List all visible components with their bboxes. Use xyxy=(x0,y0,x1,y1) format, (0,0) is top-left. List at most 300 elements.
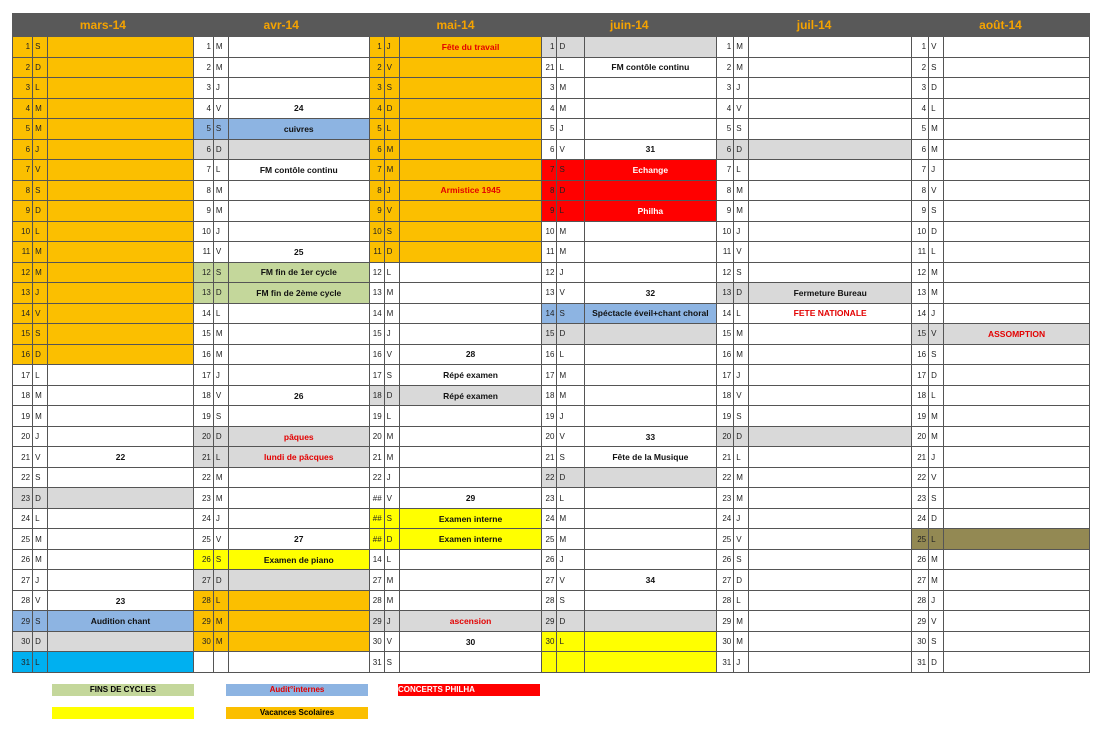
event-cell xyxy=(584,78,717,99)
event-cell xyxy=(399,139,542,160)
event-cell xyxy=(944,180,1090,201)
event-cell xyxy=(48,652,194,673)
legend-item xyxy=(52,707,194,719)
event-cell xyxy=(399,201,542,222)
day-number: 27 xyxy=(369,570,384,591)
event-cell xyxy=(48,180,194,201)
day-number: 2 xyxy=(369,57,384,78)
day-number: 10 xyxy=(13,221,33,242)
weekday: M xyxy=(557,98,584,119)
day-row xyxy=(13,37,1090,58)
day-row xyxy=(13,508,1090,529)
day-number: 25 xyxy=(717,529,734,550)
day-number: 6 xyxy=(542,139,557,160)
weekday: S xyxy=(33,467,48,488)
event-cell xyxy=(48,570,194,591)
event-cell xyxy=(749,78,912,99)
event-cell xyxy=(749,406,912,427)
weekday: M xyxy=(557,365,584,386)
weekday: M xyxy=(33,242,48,263)
event-cell: 22 xyxy=(48,447,194,468)
day-number: 9 xyxy=(912,201,929,222)
day-number: 20 xyxy=(13,426,33,447)
day-number: 26 xyxy=(13,549,33,570)
event-cell xyxy=(48,139,194,160)
event-cell xyxy=(584,37,717,58)
event-cell xyxy=(749,57,912,78)
day-number: 6 xyxy=(13,139,33,160)
event-cell xyxy=(399,447,542,468)
weekday: V xyxy=(734,529,749,550)
event-cell xyxy=(228,221,369,242)
day-number: 27 xyxy=(13,570,33,591)
day-row xyxy=(13,180,1090,201)
day-number: 15 xyxy=(912,324,929,345)
event-cell xyxy=(48,119,194,140)
day-number: 9 xyxy=(193,201,213,222)
legend-item: Vacances Scolaires xyxy=(226,707,368,719)
event-cell: Fête de la Musique xyxy=(584,447,717,468)
day-number: 7 xyxy=(912,160,929,181)
event-cell xyxy=(399,98,542,119)
event-cell xyxy=(584,508,717,529)
event-cell xyxy=(228,303,369,324)
day-number: 8 xyxy=(912,180,929,201)
day-number: 12 xyxy=(193,262,213,283)
day-number: 29 xyxy=(193,611,213,632)
day-number: 13 xyxy=(912,283,929,304)
event-cell xyxy=(749,570,912,591)
day-number: 4 xyxy=(717,98,734,119)
day-number: 15 xyxy=(717,324,734,345)
day-number: 18 xyxy=(717,385,734,406)
event-cell xyxy=(399,262,542,283)
weekday: V xyxy=(213,242,228,263)
month-header-1: avr-14 xyxy=(193,14,369,37)
day-number: 11 xyxy=(717,242,734,263)
day-number: 13 xyxy=(13,283,33,304)
weekday: D xyxy=(929,78,944,99)
event-cell: Armistice 1945 xyxy=(399,180,542,201)
weekday: D xyxy=(734,139,749,160)
day-row xyxy=(13,344,1090,365)
day-number: 16 xyxy=(542,344,557,365)
event-cell xyxy=(228,324,369,345)
weekday: M xyxy=(213,344,228,365)
weekday: J xyxy=(734,78,749,99)
day-row xyxy=(13,201,1090,222)
weekday: V xyxy=(384,344,399,365)
event-cell xyxy=(228,37,369,58)
day-number: 1 xyxy=(193,37,213,58)
event-cell xyxy=(399,652,542,673)
day-number: 18 xyxy=(542,385,557,406)
event-cell xyxy=(399,119,542,140)
event-cell xyxy=(944,139,1090,160)
day-number xyxy=(542,652,557,673)
weekday: S xyxy=(929,488,944,509)
day-number: 20 xyxy=(369,426,384,447)
weekday: J xyxy=(384,180,399,201)
weekday: J xyxy=(33,426,48,447)
event-cell xyxy=(944,303,1090,324)
weekday: S xyxy=(929,631,944,652)
weekday: V xyxy=(384,488,399,509)
weekday: M xyxy=(384,447,399,468)
event-cell xyxy=(944,652,1090,673)
weekday: D xyxy=(929,221,944,242)
event-cell xyxy=(749,508,912,529)
weekday: L xyxy=(213,160,228,181)
event-cell xyxy=(944,529,1090,550)
event-cell: 24 xyxy=(228,98,369,119)
day-number: 22 xyxy=(369,467,384,488)
weekday: J xyxy=(734,652,749,673)
weekday: L xyxy=(557,201,584,222)
day-number: 27 xyxy=(912,570,929,591)
day-number: 17 xyxy=(542,365,557,386)
event-cell xyxy=(944,631,1090,652)
event-cell xyxy=(944,365,1090,386)
weekday: L xyxy=(557,57,584,78)
event-cell: 29 xyxy=(399,488,542,509)
day-number: 13 xyxy=(717,283,734,304)
event-cell xyxy=(228,201,369,222)
day-number: 30 xyxy=(542,631,557,652)
day-number: 14 xyxy=(542,303,557,324)
day-row xyxy=(13,611,1090,632)
event-cell: Répé examen xyxy=(399,365,542,386)
event-cell: Audition chant xyxy=(48,611,194,632)
event-cell xyxy=(749,447,912,468)
weekday: J xyxy=(213,508,228,529)
day-number: 27 xyxy=(717,570,734,591)
day-number: 8 xyxy=(717,180,734,201)
weekday: J xyxy=(384,37,399,58)
weekday: M xyxy=(384,426,399,447)
weekday: J xyxy=(33,139,48,160)
weekday: V xyxy=(33,160,48,181)
event-cell xyxy=(48,201,194,222)
day-row xyxy=(13,78,1090,99)
event-cell xyxy=(584,365,717,386)
day-number: 18 xyxy=(13,385,33,406)
weekday: L xyxy=(33,221,48,242)
weekday: J xyxy=(384,611,399,632)
weekday: L xyxy=(33,652,48,673)
day-number xyxy=(193,652,213,673)
event-cell xyxy=(944,160,1090,181)
weekday: S xyxy=(33,324,48,345)
event-cell xyxy=(399,283,542,304)
weekday: L xyxy=(213,590,228,611)
event-cell xyxy=(749,549,912,570)
weekday: L xyxy=(384,119,399,140)
day-number: 27 xyxy=(542,570,557,591)
event-cell xyxy=(749,344,912,365)
day-number: 16 xyxy=(912,344,929,365)
weekday: V xyxy=(557,570,584,591)
weekday xyxy=(213,652,228,673)
weekday: M xyxy=(557,242,584,263)
day-number: 4 xyxy=(542,98,557,119)
event-cell xyxy=(584,324,717,345)
event-cell xyxy=(48,283,194,304)
weekday: M xyxy=(929,406,944,427)
event-cell xyxy=(48,549,194,570)
day-number: 7 xyxy=(542,160,557,181)
weekday: M xyxy=(734,631,749,652)
day-row xyxy=(13,467,1090,488)
event-cell xyxy=(399,303,542,324)
day-number: 24 xyxy=(912,508,929,529)
day-number: 1 xyxy=(13,37,33,58)
weekday: M xyxy=(557,508,584,529)
event-cell xyxy=(944,262,1090,283)
day-number: 30 xyxy=(369,631,384,652)
day-number: 20 xyxy=(193,426,213,447)
day-number: 14 xyxy=(912,303,929,324)
event-cell xyxy=(399,160,542,181)
weekday: L xyxy=(929,529,944,550)
weekday: V xyxy=(929,611,944,632)
day-number: 9 xyxy=(13,201,33,222)
weekday: V xyxy=(33,303,48,324)
event-cell: 32 xyxy=(584,283,717,304)
day-number: 10 xyxy=(193,221,213,242)
event-cell: 30 xyxy=(399,631,542,652)
weekday: L xyxy=(33,508,48,529)
day-number: 26 xyxy=(912,549,929,570)
event-cell xyxy=(944,385,1090,406)
event-cell xyxy=(749,98,912,119)
weekday: M xyxy=(929,119,944,140)
weekday: V xyxy=(734,242,749,263)
day-number: 15 xyxy=(13,324,33,345)
day-number: 2 xyxy=(912,57,929,78)
event-cell xyxy=(48,385,194,406)
weekday: M xyxy=(734,57,749,78)
event-cell xyxy=(944,611,1090,632)
weekday: M xyxy=(929,426,944,447)
month-header-row xyxy=(13,14,1090,37)
weekday: S xyxy=(557,590,584,611)
event-cell xyxy=(228,611,369,632)
day-number: 8 xyxy=(542,180,557,201)
day-row xyxy=(13,426,1090,447)
day-number: 4 xyxy=(369,98,384,119)
event-cell xyxy=(749,37,912,58)
day-number: 19 xyxy=(193,406,213,427)
day-number: 12 xyxy=(13,262,33,283)
day-number: 20 xyxy=(912,426,929,447)
weekday: M xyxy=(33,549,48,570)
weekday: J xyxy=(557,549,584,570)
day-number: 31 xyxy=(912,652,929,673)
day-number: 5 xyxy=(542,119,557,140)
weekday: J xyxy=(929,447,944,468)
weekday: S xyxy=(33,37,48,58)
weekday: M xyxy=(213,611,228,632)
day-number: 3 xyxy=(542,78,557,99)
weekday: J xyxy=(213,365,228,386)
weekday: L xyxy=(213,303,228,324)
day-number: 17 xyxy=(912,365,929,386)
event-cell xyxy=(48,529,194,550)
weekday: V xyxy=(929,324,944,345)
day-number: 21 xyxy=(369,447,384,468)
day-number: 15 xyxy=(542,324,557,345)
weekday: S xyxy=(734,119,749,140)
day-number: 29 xyxy=(542,611,557,632)
weekday: M xyxy=(557,78,584,99)
weekday: L xyxy=(384,262,399,283)
event-cell xyxy=(749,652,912,673)
day-number: 1 xyxy=(369,37,384,58)
event-cell xyxy=(944,119,1090,140)
event-cell xyxy=(399,549,542,570)
weekday: D xyxy=(557,324,584,345)
weekday: D xyxy=(33,57,48,78)
day-number: 16 xyxy=(717,344,734,365)
day-row xyxy=(13,549,1090,570)
event-cell: 33 xyxy=(584,426,717,447)
event-cell: 28 xyxy=(399,344,542,365)
event-cell xyxy=(749,385,912,406)
event-cell: ascension xyxy=(399,611,542,632)
day-number: 3 xyxy=(912,78,929,99)
weekday: M xyxy=(213,201,228,222)
weekday: L xyxy=(213,447,228,468)
weekday: D xyxy=(33,344,48,365)
event-cell xyxy=(584,652,717,673)
weekday: V xyxy=(929,37,944,58)
day-number: 7 xyxy=(193,160,213,181)
event-cell xyxy=(48,78,194,99)
day-number: 28 xyxy=(542,590,557,611)
event-cell: FM contôle continu xyxy=(584,57,717,78)
day-number: 28 xyxy=(912,590,929,611)
weekday: D xyxy=(557,611,584,632)
event-cell xyxy=(584,98,717,119)
event-cell xyxy=(399,467,542,488)
event-cell xyxy=(944,488,1090,509)
event-cell xyxy=(399,570,542,591)
day-number: 1 xyxy=(542,37,557,58)
event-cell: Fermeture Bureau xyxy=(749,283,912,304)
event-cell xyxy=(749,119,912,140)
weekday: L xyxy=(734,447,749,468)
day-number: 10 xyxy=(912,221,929,242)
weekday: M xyxy=(557,221,584,242)
weekday: M xyxy=(33,385,48,406)
event-cell: 27 xyxy=(228,529,369,550)
event-cell xyxy=(48,98,194,119)
event-cell xyxy=(48,303,194,324)
event-cell xyxy=(48,221,194,242)
day-number: 2 xyxy=(193,57,213,78)
weekday: D xyxy=(929,365,944,386)
weekday: S xyxy=(929,344,944,365)
event-cell xyxy=(399,590,542,611)
day-number: ## xyxy=(369,529,384,550)
event-cell xyxy=(584,631,717,652)
weekday: S xyxy=(33,180,48,201)
day-number: 26 xyxy=(717,549,734,570)
day-row xyxy=(13,160,1090,181)
weekday: M xyxy=(384,590,399,611)
weekday: S xyxy=(384,652,399,673)
weekday: M xyxy=(33,119,48,140)
weekday: S xyxy=(213,119,228,140)
weekday: S xyxy=(929,201,944,222)
event-cell xyxy=(48,508,194,529)
event-cell: 34 xyxy=(584,570,717,591)
day-row xyxy=(13,652,1090,673)
weekday: S xyxy=(384,508,399,529)
weekday: V xyxy=(557,283,584,304)
weekday: M xyxy=(734,467,749,488)
day-number: 21 xyxy=(13,447,33,468)
event-cell xyxy=(584,549,717,570)
day-number: 25 xyxy=(912,529,929,550)
event-cell xyxy=(749,631,912,652)
event-cell xyxy=(48,631,194,652)
weekday: D xyxy=(213,570,228,591)
day-number: 22 xyxy=(193,467,213,488)
event-cell xyxy=(584,406,717,427)
event-cell: Examen interne xyxy=(399,529,542,550)
day-number: 17 xyxy=(369,365,384,386)
day-number: 30 xyxy=(912,631,929,652)
day-number: 6 xyxy=(193,139,213,160)
event-cell: pâques xyxy=(228,426,369,447)
weekday: J xyxy=(734,221,749,242)
event-cell: Examen interne xyxy=(399,508,542,529)
day-number: 26 xyxy=(193,549,213,570)
day-row xyxy=(13,590,1090,611)
weekday: M xyxy=(384,160,399,181)
day-number: 8 xyxy=(369,180,384,201)
weekday xyxy=(557,652,584,673)
weekday: D xyxy=(734,426,749,447)
event-cell xyxy=(749,467,912,488)
weekday: V xyxy=(33,447,48,468)
weekday: J xyxy=(557,406,584,427)
day-number: 21 xyxy=(542,57,557,78)
weekday: M xyxy=(734,201,749,222)
day-number: 11 xyxy=(193,242,213,263)
day-number: 18 xyxy=(369,385,384,406)
event-cell: FETE NATIONALE xyxy=(749,303,912,324)
day-number: 31 xyxy=(13,652,33,673)
event-cell xyxy=(228,139,369,160)
day-number: 6 xyxy=(912,139,929,160)
day-number: 19 xyxy=(912,406,929,427)
event-cell xyxy=(399,221,542,242)
weekday: D xyxy=(213,283,228,304)
weekday: V xyxy=(734,385,749,406)
event-cell: Philha xyxy=(584,201,717,222)
day-row xyxy=(13,365,1090,386)
month-header-0: mars-14 xyxy=(13,14,194,37)
day-number: 25 xyxy=(193,529,213,550)
day-number: 31 xyxy=(369,652,384,673)
event-cell xyxy=(48,242,194,263)
weekday: M xyxy=(33,262,48,283)
event-cell xyxy=(48,57,194,78)
weekday: J xyxy=(734,508,749,529)
